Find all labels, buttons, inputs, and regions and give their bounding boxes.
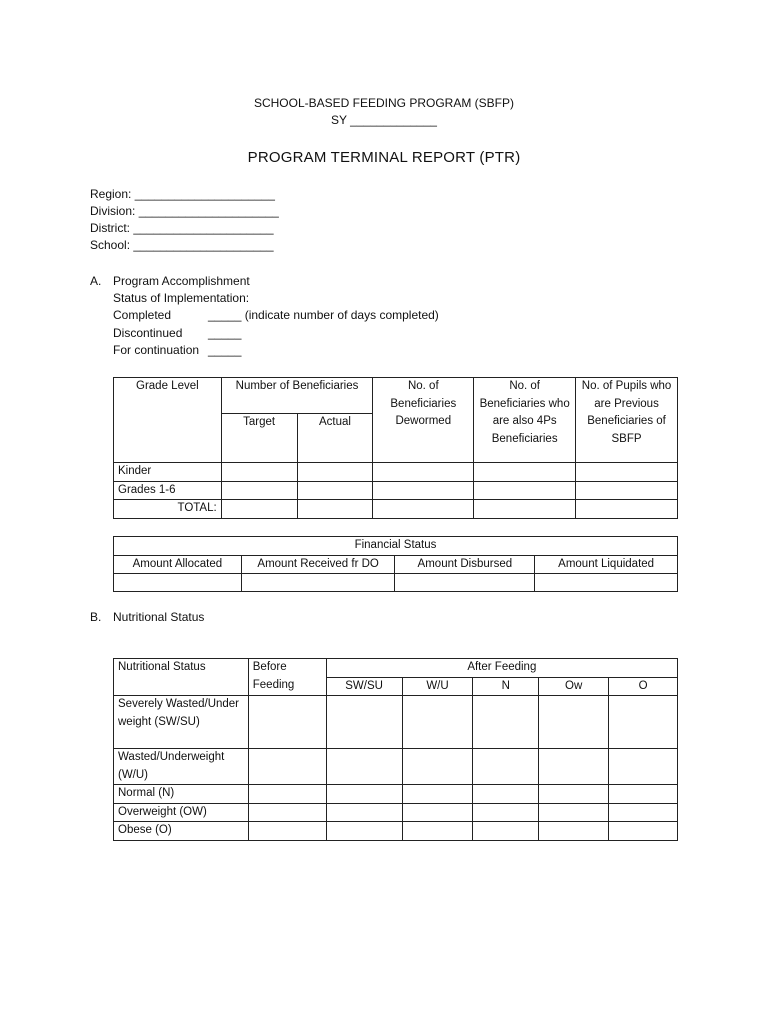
continuation-line: _____ [208,343,242,357]
table-cell [474,481,576,500]
table-cell [474,463,576,482]
financial-status-table [113,536,678,592]
row-label: Wasted/Underweight (W/U) [114,749,249,785]
table-cell [402,749,473,785]
section-b-heading: Nutritional Status [113,610,205,624]
table-cell [297,500,373,519]
table-cell [221,481,297,500]
table-cell [402,803,473,822]
previous-beneficiaries-header: No. of Pupils who are Previous Beneficiaries of SBFP [576,378,678,463]
table-cell [221,500,297,519]
table-cell [539,785,609,804]
table-row [114,803,678,822]
table-cell [402,696,473,749]
report-title: PROGRAM TERMINAL REPORT (PTR) [247,149,521,166]
section-b-marker: B. [90,610,102,624]
school-field [90,237,274,254]
table-cell [248,803,326,822]
table-cell [576,463,678,482]
table-cell [326,749,402,785]
table-row [114,481,678,500]
w-u-header: W/U [402,677,473,696]
row-label: Overweight (OW) [114,803,249,822]
table-cell [221,463,297,482]
total-label: TOTAL: [114,500,222,519]
table-cell [114,574,242,592]
region-label: Region: [90,187,132,201]
region-line: _____________________ [134,187,275,201]
school-line: _____________________ [133,238,274,252]
section-a-marker: A. [90,274,102,288]
table-cell [535,574,678,592]
amount-received-header: Amount Received fr DO [241,555,395,574]
table-cell [473,749,539,785]
4ps-header: No. of Beneficiaries who are also 4Ps Beneficiaries [474,378,576,463]
table-cell [373,500,474,519]
amount-allocated-header: Amount Allocated [114,555,242,574]
table-cell [576,500,678,519]
completed-line: _____ (indicate number of days completed) [208,308,439,322]
table-cell [609,696,678,749]
table-row [114,696,678,749]
table-cell [609,803,678,822]
district-line: _____________________ [133,221,274,235]
program-title: SCHOOL-BASED FEEDING PROGRAM (SBFP) [253,96,515,110]
table-cell [473,822,539,841]
table-cell [326,785,402,804]
o-header: O [609,677,678,696]
before-feeding-header: Before Feeding [248,659,326,696]
table-cell [395,574,535,592]
sw-su-header: SW/SU [326,677,402,696]
table-cell [248,749,326,785]
division-line: _____________________ [138,204,279,218]
table-cell [248,785,326,804]
nutritional-status-table [113,658,678,841]
section-a-heading: Program Accomplishment [113,274,250,288]
amount-liquidated-header: Amount Liquidated [535,555,678,574]
table-row [114,749,678,785]
table-cell [609,749,678,785]
table-cell [248,696,326,749]
table-cell [402,822,473,841]
table-cell [609,785,678,804]
row-label: Normal (N) [114,785,249,804]
division-field [90,203,279,220]
row-label: Severely Wasted/Underweight (SW/SU) [114,696,249,749]
table-cell [326,803,402,822]
district-label: District: [90,221,130,235]
table-cell [539,803,609,822]
row-label: Kinder [114,463,222,482]
after-feeding-header: After Feeding [326,659,677,678]
table-cell [297,463,373,482]
table-row [114,463,678,482]
actual-header: Actual [297,414,373,463]
amount-disbursed-header: Amount Disbursed [395,555,535,574]
continuation-label: For continuation [113,343,200,357]
table-cell [373,481,474,500]
division-label: Division: [90,204,136,218]
row-label: Grades 1-6 [114,481,222,500]
region-field [90,186,275,203]
table-cell [473,696,539,749]
status-of-implementation-label: Status of Implementation: [113,291,250,305]
row-label: Obese (O) [114,822,249,841]
beneficiaries-table [113,377,678,519]
table-cell [576,481,678,500]
table-cell [539,696,609,749]
financial-status-title: Financial Status [114,537,678,556]
table-cell [539,749,609,785]
dewormed-header: No. of Beneficiaries Dewormed [373,378,474,463]
table-cell [326,822,402,841]
table-row [114,574,678,592]
n-header: N [473,677,539,696]
nutritional-status-header: Nutritional Status [114,659,249,696]
completed-label: Completed [113,308,172,322]
table-cell [539,822,609,841]
table-cell [609,822,678,841]
target-header: Target [221,414,297,463]
grade-level-header: Grade Level [114,378,222,463]
table-cell [326,696,402,749]
table-cell [241,574,395,592]
number-of-beneficiaries-header: Number of Beneficiaries [221,378,373,414]
school-year-field: SY _____________ [331,113,437,127]
table-cell [402,785,473,804]
table-row [114,785,678,804]
table-cell [473,785,539,804]
table-cell [373,463,474,482]
table-cell [474,500,576,519]
ow-header: Ow [539,677,609,696]
discontinued-label: Discontinued [113,326,183,340]
school-label: School: [90,238,131,252]
table-cell [248,822,326,841]
table-row [114,822,678,841]
table-cell [473,803,539,822]
discontinued-line: _____ [208,326,242,340]
table-cell [297,481,373,500]
district-field [90,220,274,237]
table-row [114,500,678,519]
